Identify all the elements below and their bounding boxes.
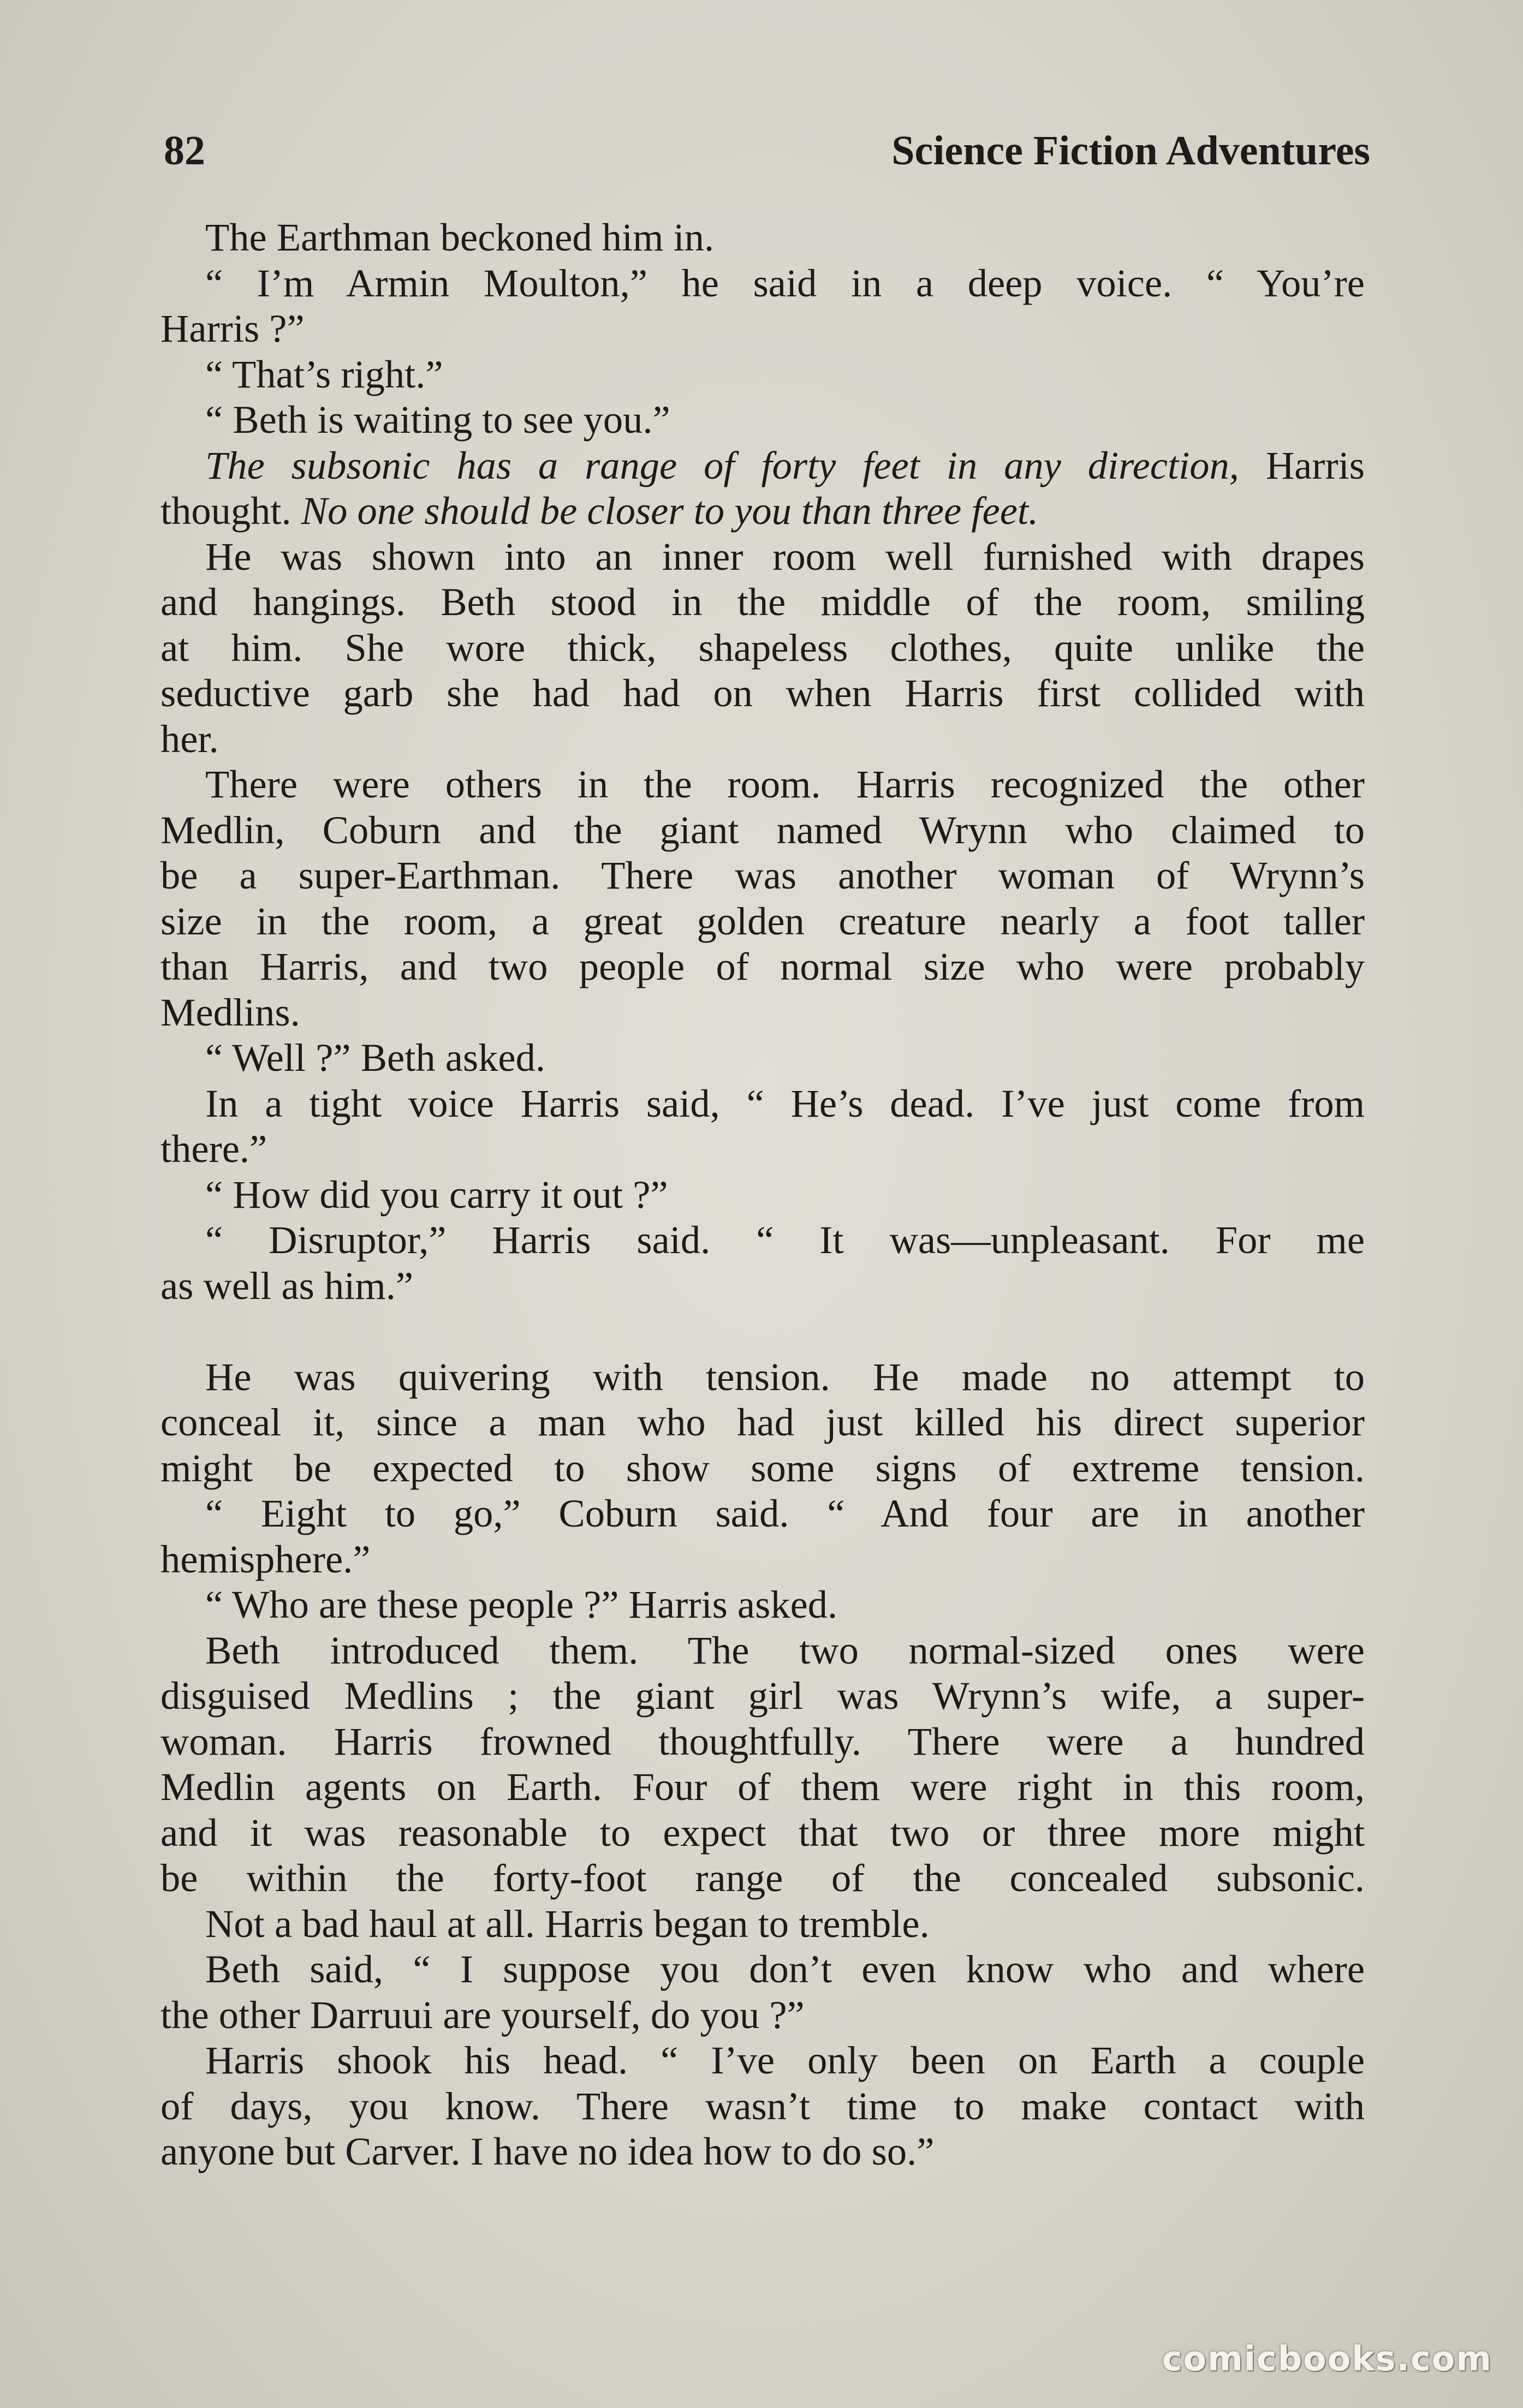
line-text: there.” [160,1126,267,1171]
line-text: seductive garb she had had on when Harris first collided with [160,671,1365,715]
text-line [160,2037,1365,2083]
line-text: There were others in the room. Harris recognized the other [205,762,1365,806]
text-line [160,990,1365,1035]
line-text: size in the room, a great golden creature nearly a foot taller [160,898,1365,943]
text-line [160,761,1365,807]
line-text: of days, you know. There wasn’t time to make contact with [160,2083,1365,2128]
text-line [160,670,1365,716]
text-line [160,1901,1365,1947]
text-line [160,1354,1365,1400]
text-line [160,1263,1365,1309]
text-line [160,214,1365,260]
line-text: “ Well ?” Beth asked. [205,1035,545,1080]
text-line [160,1399,1365,1445]
line-text: thought. [160,488,301,533]
line-text: hemisphere.” [160,1536,371,1581]
line-text: “ Eight to go,” Coburn said. “ And four are in another [205,1491,1365,1535]
line-text: than Harris, and two people of normal size who were probably [160,944,1365,988]
line-text: be a super-Earthman. There was another woman of Wrynn’s [160,853,1365,897]
line-text: disguised Medlins ; the giant girl was Wrynn’s wife, a super- [160,1673,1365,1718]
section-break [160,1308,1365,1354]
line-text: Harris ?” [160,306,305,350]
text-line [160,1719,1365,1765]
text-line [160,1445,1365,1491]
text-line [160,1855,1365,1901]
line-text: Medlins. [160,990,300,1034]
line-text: be within the forty-foot range of the concealed subsonic. [160,1856,1365,1900]
line-text: Not a bad haul at all. Harris began to tremble. [205,1901,930,1946]
text-line [160,1810,1365,1856]
line-text: He was shown into an inner room well furnished with drapes [205,534,1365,579]
text-line [160,807,1365,853]
text-line [160,1491,1365,1536]
text-line [160,625,1365,671]
text-line [160,898,1365,944]
text-line [160,1992,1365,2038]
text-line [160,1628,1365,1673]
line-text: as well as him.” [160,1263,414,1308]
text-line [160,716,1365,762]
body-text [160,214,1365,2174]
text-line [160,1946,1365,1992]
italic-text: No one should be closer to you than three feet. [301,488,1039,533]
text-line [160,1764,1365,1810]
text-line [160,260,1365,306]
line-text: In a tight voice Harris said, “ He’s dead. I’ve just come from [205,1081,1365,1125]
line-text: and it was reasonable to expect that two or three more might [160,1810,1365,1855]
text-line [160,397,1365,443]
watermark: comicbooks.com [1162,2339,1492,2379]
text-line [160,534,1365,580]
text-line [160,2083,1365,2129]
line-text: “ How did you carry it out ?” [205,1172,668,1217]
text-line [160,1126,1365,1172]
line-text: The Earthman beckoned him in. [205,215,715,259]
running-head: Science Fiction Adventures [891,128,1370,174]
line-text: conceal it, since a man who had just killed his direct superior [160,1400,1365,1444]
line-text: Beth introduced them. The two normal-sized ones were [205,1628,1365,1672]
text-line [160,351,1365,397]
page-header [164,123,1370,183]
text-line [160,488,1365,534]
line-text: her. [160,716,219,761]
line-text: anyone but Carver. I have no idea how to do so.” [160,2129,935,2173]
line-text: Medlin agents on Earth. Four of them were right in this room, [160,1765,1365,1809]
line-text: “ That’s right.” [205,351,443,396]
text-line [160,1081,1365,1126]
line-text: woman. Harris frowned thoughtfully. There were a hundred [160,1719,1365,1763]
text-line [160,579,1365,625]
text-line [160,1582,1365,1628]
text-line [160,1217,1365,1263]
text-line [160,1035,1365,1081]
text-line [160,443,1365,488]
text-line [160,2129,1365,2174]
line-text: the other Darruui are yourself, do you ?” [160,1992,805,2037]
text-line [160,1673,1365,1719]
line-text: Harris shook his head. “ I’ve only been on Earth a couple [205,2038,1365,2082]
line-text: “ Who are these people ?” Harris asked. [205,1582,838,1626]
text-line [160,853,1365,898]
text-line [160,944,1365,990]
text-line [160,1172,1365,1218]
line-text: “ I’m Armin Moulton,” he said in a deep voice. “ You’re [205,260,1365,305]
line-text: “ Beth is waiting to see you.” [205,397,670,442]
page-number: 82 [164,128,205,174]
line-text: Beth said, “ I suppose you don’t even know who and where [205,1947,1365,1991]
line-text: He was quivering with tension. He made no attempt to [205,1354,1365,1399]
italic-text: The subsonic has a range of forty feet in any direction, [205,443,1239,487]
line-text: “ Disruptor,” Harris said. “ It was—unpleasant. For me [205,1218,1365,1262]
line-text: at him. She wore thick, shapeless clothes, quite unlike the [160,625,1365,670]
text-line [160,1536,1365,1582]
line-text: and hangings. Beth stood in the middle of the room, smiling [160,580,1365,624]
line-text: Medlin, Coburn and the giant named Wrynn who claimed to [160,807,1365,852]
line-text: might be expected to show some signs of extreme tension. [160,1445,1365,1490]
line-text: Harris [1239,443,1365,487]
text-line [160,306,1365,351]
